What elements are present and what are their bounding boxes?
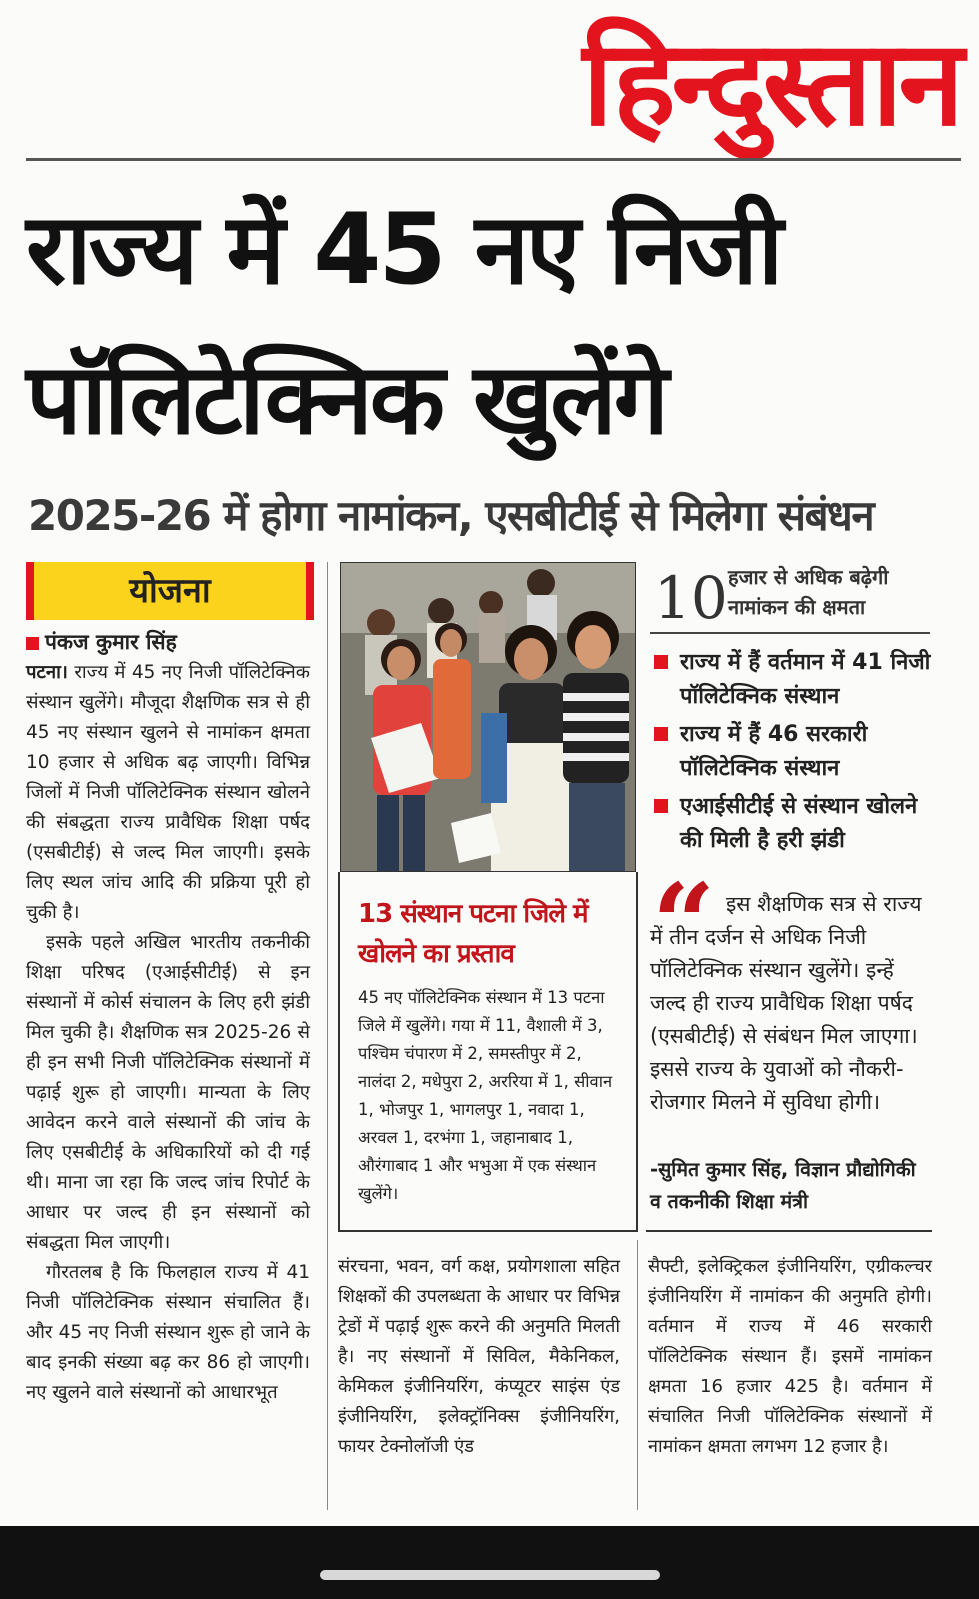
info-bullet (654, 790, 934, 858)
info-number-caption: हजार से अधिक बढ़ेगी नामांकन की क्षमता (728, 565, 889, 619)
paragraph-2-text: इसके पहले अखिल भारतीय तकनीकी शिक्षा परिषद (एआईसीटीई) से इन संस्थानों में कोर्स संचालन के लिए हरी झंडी मिल चुकी है। शैक्षणिक सत्र 2025-26 से ही इन सभी निजी पॉलिटेक्निक संस्थानों में पढ़ाई शुरू हो जाएगी। मान्यता के लिए आवेदन करने वाले संस्थानों की जांच के लिए एसबीटीई के अधिकारियों को दी गई थी। माना जा रहा कि जल्द जांच रिपोर्ट के आधार पर जल्द ही इन संस्थानों को संबद्धता मिल जाएगी। (26, 932, 310, 1253)
info-bullets (654, 646, 934, 862)
article-body-left (26, 658, 310, 1408)
students-photo-illustration (341, 563, 636, 872)
info-bullet (654, 718, 934, 786)
byline (26, 628, 177, 656)
byline-square-icon (26, 637, 39, 650)
quote-mark-icon: “ (652, 859, 716, 988)
district-proposal-title: 13 संस्थान पटना जिले में खोलने का प्रस्ताव (358, 899, 588, 969)
info-rule (650, 632, 930, 634)
bullet-square-icon (654, 799, 668, 813)
column-divider (637, 1240, 638, 1510)
masthead-rule (26, 158, 961, 161)
column-divider (327, 562, 328, 1510)
info-number: 10 (654, 564, 728, 632)
article-body-right: सैफ्टी, इलेक्ट्रिकल इंजीनियरिंग, एग्रीकल्चर इंजीनियरिंग में नामांकन की अनुमति होगी। वर्तमान में राज्य में 46 सरकारी पॉलिटेक्निक संस्थान हैं। इसमें नामांकन क्षमता 16 हजार 425 है। वर्तमान में संचालित निजी पॉलिटेक्निक संस्थानों में नामांकन क्षमता लगभग 12 हजार है। (648, 1256, 932, 1457)
article-paragraph-2 (26, 928, 310, 1258)
home-gesture-handle[interactable] (320, 1570, 660, 1580)
bullet-square-icon (654, 655, 668, 669)
article-paragraph-3 (26, 1258, 310, 1408)
students-photo (340, 562, 636, 872)
left-column (26, 562, 314, 1510)
byline-author: पंकज कुमार सिंह (45, 630, 177, 654)
system-nav-bar (0, 1526, 979, 1599)
masthead-logo: हिन्दुस्तान (582, 13, 960, 152)
info-bullet-text: राज्य में हैं 46 सरकारी पॉलिटेक्निक संस्थान (680, 722, 868, 781)
paragraph-3-text: गौरतलब है कि फिलहाल राज्य में 41 निजी पॉलिटेक्निक संस्थान संचालित हैं। और 45 नए निजी संस्थान शुरू हो जाने के बाद इनकी संख्या बढ़ कर 86 हो जाएगी। नए खुलने वाले संस्थानों को आधारभूत (26, 1262, 310, 1403)
district-proposal-body: 45 नए पॉलिटेक्निक संस्थान में 13 पटना जिले में खुलेंगे। गया में 11, वैशाली में 3, पश्चिम चंपारण में 2, समस्तीपुर में 2, नालंदा 2, मधेपुरा 2, अररिया में 1, सीवान 1, भोजपुर 1, भागलपुर 1, नवादा 1, अरवल 1, दरभंगा 1, जहानाबाद 1, औरंगाबाद 1 और भभुआ में एक संस्थान खुलेंगे। (358, 988, 613, 1203)
info-bullet-text: राज्य में हैं वर्तमान में 41 निजी पॉलिटेक्निक संस्थान (680, 650, 931, 709)
paragraph-1-text: राज्य में 45 नए निजी पॉलिटेक्निक संस्थान खुलेंगे। मौजूदा शैक्षणिक सत्र से ही 45 नए संस्थान खुलने से नामांकन क्षमता 10 हजार से अधिक बढ़ जाएगी। विभिन्न जिलों में निजी पॉलिटेक्निक संस्थान खोलने की संबद्धता राज्य प्रावैधिक शिक्षा पर्षद (एसबीटीई) से जल्द मिल जाएगी। इसके लिए स्थल जांच आदि की प्रक्रिया पूरी हो चुकी है। (26, 662, 310, 923)
bullet-square-icon (654, 727, 668, 741)
quote-text (650, 888, 932, 1119)
info-bullet (654, 646, 934, 714)
headline-line-2: पॉलिटेक्निक खुलेंगे (26, 343, 666, 457)
minister-quote-box (646, 859, 932, 1232)
article-body-middle: संरचना, भवन, वर्ग कक्ष, प्रयोगशाला सहित शिक्षकों की उपलब्धता के आधार पर विभिन्न ट्रेडों में पढ़ाई शुरू करने की अनुमति मिलती है। नए संस्थानों में सिविल, मैकेनिकल, केमिकल इंजीनियरिंग, कंप्यूटर साइंस एंड इंजीनियरिंग, इलेक्ट्रॉनिक्स इंजीनियरिंग, फायर टेक्नोलॉजी एंड (338, 1256, 620, 1457)
quote-signature: -सुमित कुमार सिंह, विज्ञान प्रौद्योगिकी व तकनीकी शिक्षा मंत्री (650, 1158, 916, 1213)
section-tag (26, 562, 314, 620)
article-paragraph-1 (26, 658, 310, 928)
headline-line-1: राज्य में 45 नए निजी (26, 193, 781, 307)
district-proposal-box (338, 872, 638, 1232)
info-box (648, 562, 934, 872)
quote-body: इस शैक्षणिक सत्र से राज्य में तीन दर्जन से अधिक निजी पॉलिटेक्निक संस्थान खुलेंगे। इन्हें जल्द ही राज्य प्रावैधिक शिक्षा पर्षद (एसबीटीई) से संबंधन मिल जाएगा। इससे राज्य के युवाओं को नौकरी-रोजगार मिलने में सुविधा होगी। (650, 892, 922, 1114)
subheadline: 2025-26 में होगा नामांकन, एसबीटीई से मिलेगा संबंधन (28, 491, 874, 540)
info-bullet-text: एआईसीटीई से संस्थान खोलने की मिली है हरी झंडी (680, 794, 918, 853)
section-tag-label: योजना (129, 571, 211, 611)
dateline: पटना। (26, 662, 68, 683)
